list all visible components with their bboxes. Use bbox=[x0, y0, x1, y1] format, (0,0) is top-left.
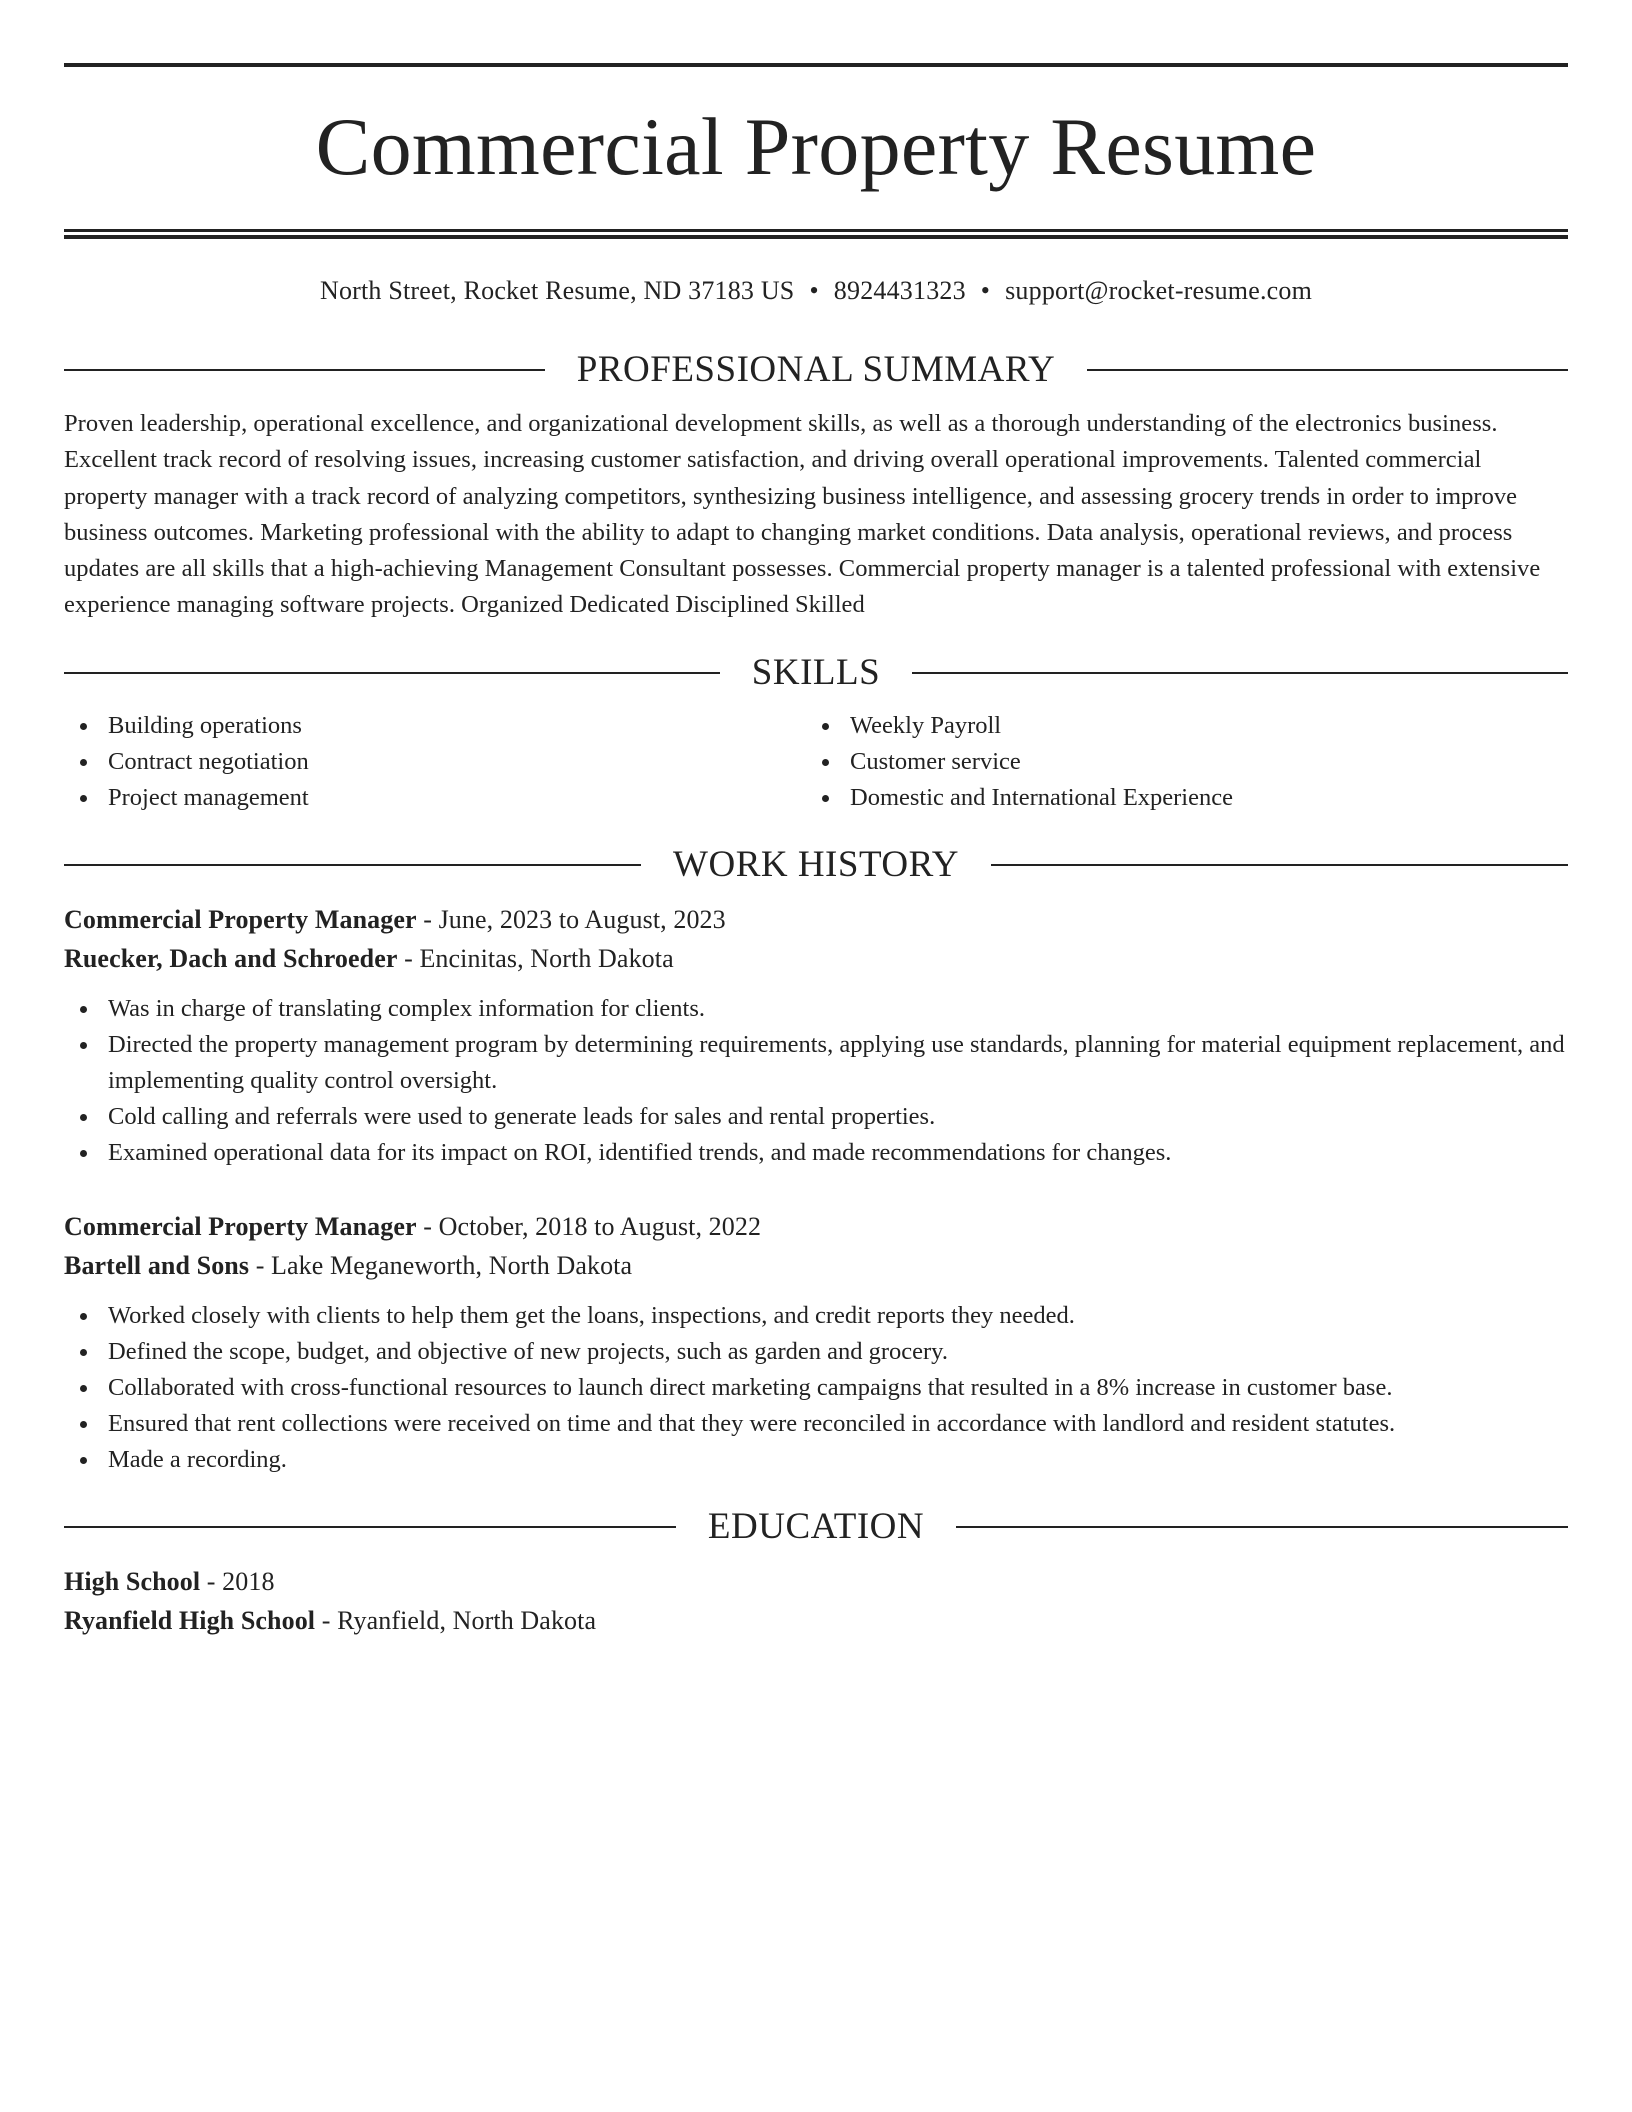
skill-item: Building operations bbox=[64, 708, 806, 744]
heading-rule-left bbox=[64, 369, 545, 371]
job-bullet: Collaborated with cross-functional resources to launch direct marketing campaigns that resulted in a 8% increase in customer base. bbox=[64, 1370, 1568, 1406]
skill-item: Customer service bbox=[806, 744, 1548, 780]
education-school: Ryanfield High School bbox=[64, 1605, 316, 1635]
job-title: Commercial Property Manager bbox=[64, 1211, 417, 1241]
job-dates: - June, 2023 to August, 2023 bbox=[416, 904, 726, 934]
job-bullet: Defined the scope, budget, and objective of new projects, such as garden and grocery. bbox=[64, 1334, 1568, 1370]
job-title: Commercial Property Manager bbox=[64, 904, 417, 934]
education-location: - Ryanfield, North Dakota bbox=[315, 1605, 597, 1635]
skill-item: Domestic and International Experience bbox=[806, 780, 1548, 816]
skill-item: Weekly Payroll bbox=[806, 708, 1548, 744]
education-section-heading bbox=[64, 1504, 1568, 1550]
job-company: Ruecker, Dach and Schroeder bbox=[64, 943, 398, 973]
job-bullet: Was in charge of translating complex information for clients. bbox=[64, 991, 1568, 1027]
heading-rule-left bbox=[64, 864, 641, 866]
work-section-heading bbox=[64, 842, 1568, 888]
skills-column-right bbox=[806, 708, 1548, 816]
heading-rule-right bbox=[991, 864, 1568, 866]
job-company-line bbox=[64, 1246, 1568, 1285]
heading-rule-left bbox=[64, 1526, 676, 1528]
education-degree-line bbox=[64, 1562, 1568, 1601]
summary-text: Proven leadership, operational excellence, and organizational development skills, as well as a thorough understanding of the electronics business. Excellent track record of resolving issues, increasing customer satisfaction, and driving overall operational improvements. Talented commercial property manager with a track record of analyzing competitors, synthesizing business intelligence, and assessing grocery trends in order to improve business outcomes. Marketing professional with the ability to adapt to changing market conditions. Data analysis, operational reviews, and process updates are all skills that a high-achieving Management Consultant possesses. Commercial property manager is a talented professional with extensive experience managing software projects. Organized Dedicated Disciplined Skilled bbox=[64, 410, 1541, 619]
section-heading-label: SKILLS bbox=[751, 651, 881, 693]
job-dates: - October, 2018 to August, 2022 bbox=[416, 1211, 762, 1241]
job-bullet: Worked closely with clients to help them get the loans, inspections, and credit reports they needed. bbox=[64, 1298, 1568, 1334]
education-year: - 2018 bbox=[200, 1566, 275, 1596]
heading-rule-right bbox=[956, 1526, 1568, 1528]
skills-section-heading bbox=[64, 650, 1568, 696]
job-bullets bbox=[64, 991, 1568, 1171]
title-double-rule bbox=[64, 229, 1568, 239]
job-title-line bbox=[64, 900, 1568, 939]
education-degree: High School bbox=[64, 1566, 201, 1596]
heading-rule-right bbox=[1087, 369, 1568, 371]
skill-item: Contract negotiation bbox=[64, 744, 806, 780]
job-entry bbox=[64, 900, 1568, 1171]
job-bullet: Ensured that rent collections were received on time and that they were reconciled in accordance with landlord and resident statutes. bbox=[64, 1406, 1568, 1442]
top-rule bbox=[64, 63, 1568, 67]
section-heading-label: EDUCATION bbox=[707, 1505, 925, 1547]
job-location: - Encinitas, North Dakota bbox=[397, 943, 674, 973]
section-heading-label: WORK HISTORY bbox=[673, 843, 959, 885]
job-location: - Lake Meganeworth, North Dakota bbox=[249, 1250, 633, 1280]
contact-email: support@rocket-resume.com bbox=[1005, 276, 1313, 305]
job-bullet: Directed the property management program by determining requirements, applying use standards, planning for material equipment replacement, and implementing quality control oversight. bbox=[64, 1027, 1568, 1099]
job-company-line bbox=[64, 939, 1568, 978]
heading-rule-right bbox=[912, 672, 1568, 674]
job-title-line bbox=[64, 1207, 1568, 1246]
job-bullets bbox=[64, 1298, 1568, 1478]
skill-item: Project management bbox=[64, 780, 806, 816]
job-bullet: Cold calling and referrals were used to generate leads for sales and rental properties. bbox=[64, 1099, 1568, 1135]
contact-phone: 8924431323 bbox=[833, 276, 966, 305]
contact-separator: • bbox=[980, 276, 991, 305]
education-school-line bbox=[64, 1601, 1568, 1640]
job-entry bbox=[64, 1207, 1568, 1478]
job-company: Bartell and Sons bbox=[64, 1250, 250, 1280]
summary-section-heading bbox=[64, 347, 1568, 393]
resume-title: Commercial Property Resume bbox=[315, 101, 1317, 192]
skills-list bbox=[64, 708, 1568, 816]
job-bullet: Examined operational data for its impact on ROI, identified trends, and made recommendations for changes. bbox=[64, 1135, 1568, 1171]
section-heading-label: PROFESSIONAL SUMMARY bbox=[576, 349, 1056, 390]
contact-separator: • bbox=[809, 276, 819, 305]
job-bullet: Made a recording. bbox=[64, 1442, 1568, 1478]
education-entry bbox=[64, 1562, 1568, 1640]
heading-rule-left bbox=[64, 672, 720, 674]
contact-address: North Street, Rocket Resume, ND 37183 US bbox=[319, 276, 795, 305]
contact-line bbox=[64, 275, 1568, 307]
skills-column-left bbox=[64, 708, 806, 816]
